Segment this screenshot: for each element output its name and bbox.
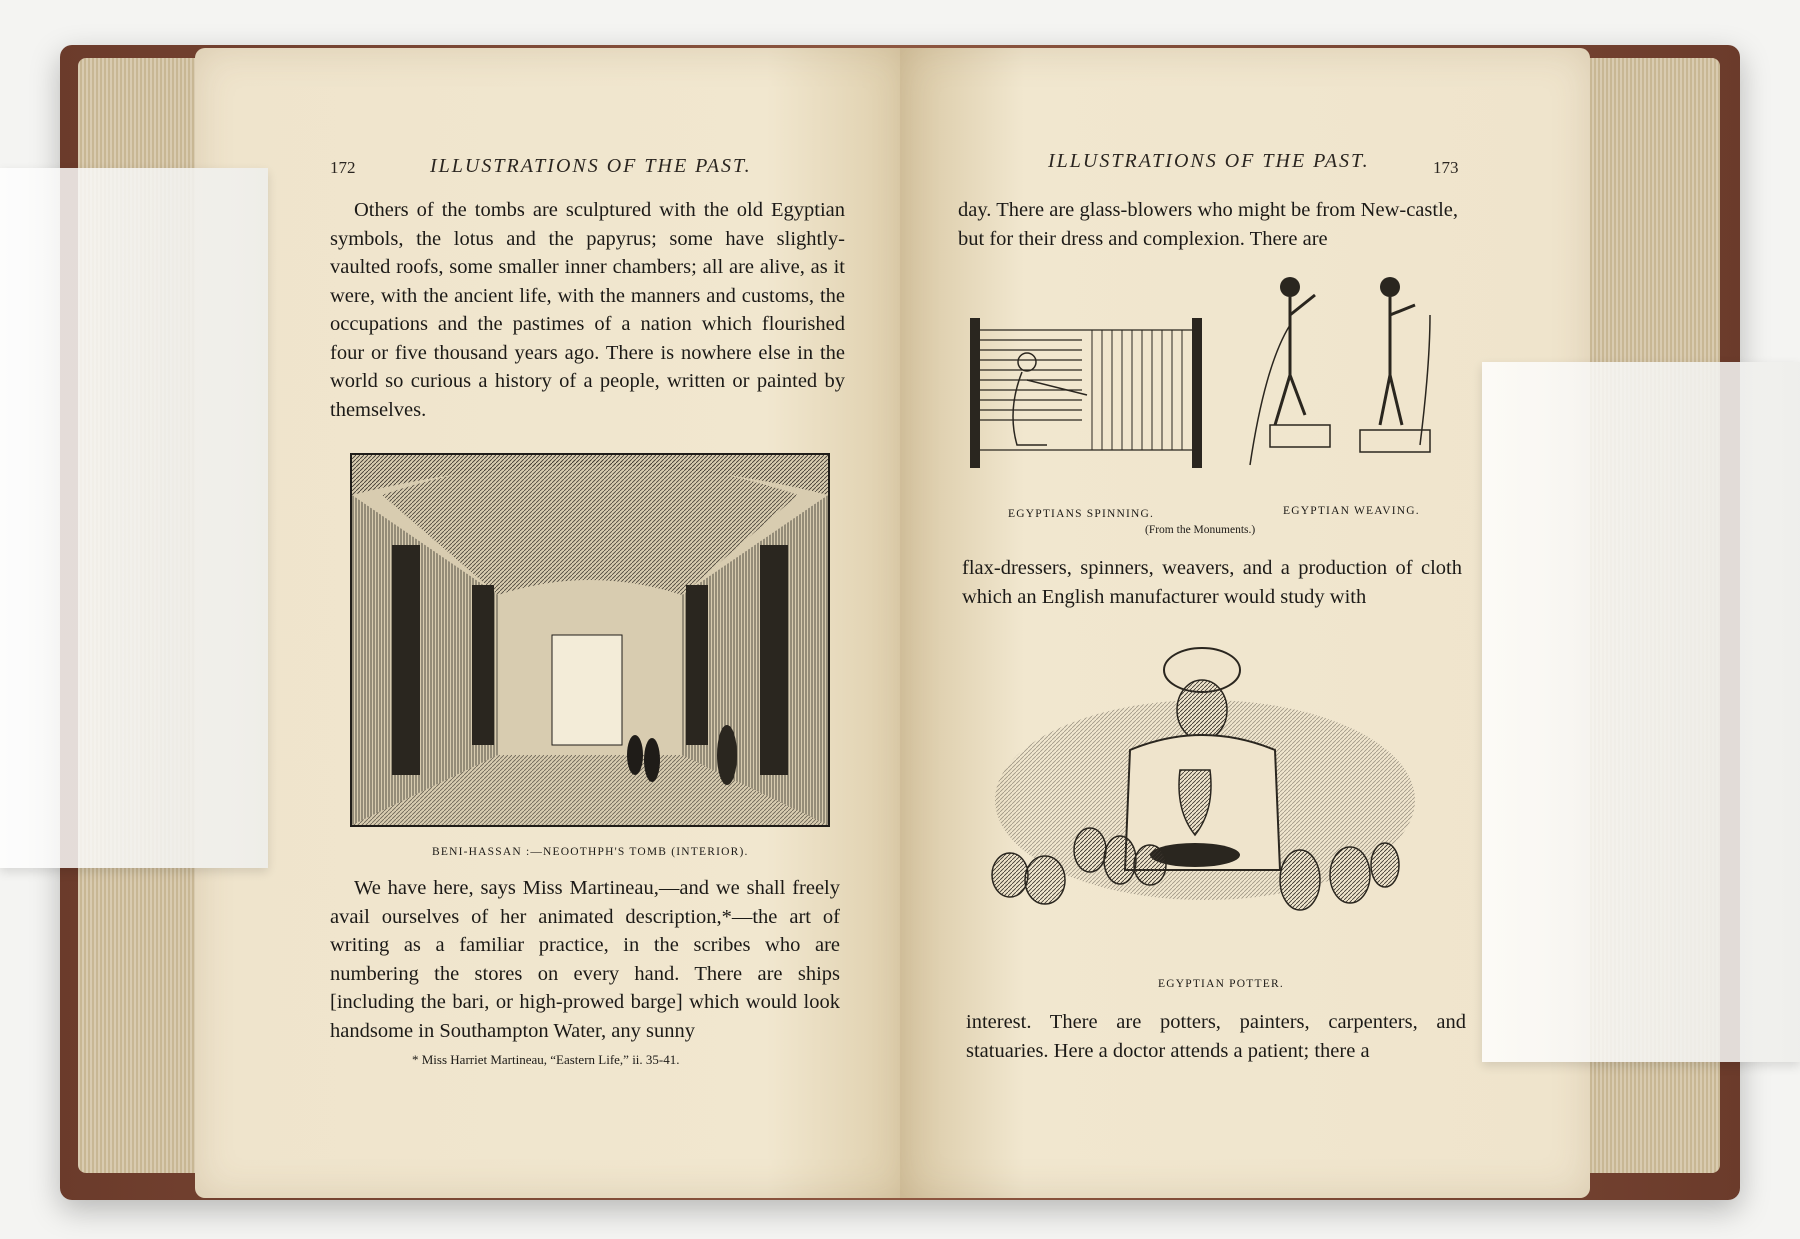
tomb-illustration-caption: BENI-HASSAN :—NEOOTHPH'S TOMB (INTERIOR).	[432, 846, 749, 858]
left-running-head: ILLUSTRATIONS OF THE PAST.	[430, 155, 752, 177]
caption-weaving: EGYPTIAN WEAVING.	[1283, 505, 1420, 517]
right-page-weight	[1482, 362, 1800, 1062]
left-paragraph-2: We have here, says Miss Martineau,—and we shall freely avail ourselves of her animated description,*—the art of writing as a familiar practice, in the scribes who are numbering the stores on every hand. There are ships [including the bari, or high-prowed barge] which would look handsome in Southampton Water, any sunny	[330, 877, 840, 1042]
left-page-number: 172	[330, 158, 356, 177]
spinning-illustration	[962, 300, 1207, 480]
right-paragraph-2: flax-dressers, spinners, weavers, and a production of cloth which an English manufacturer would study with	[962, 557, 1462, 608]
potter-illustration	[980, 640, 1430, 960]
right-running-head: ILLUSTRATIONS OF THE PAST.	[1048, 150, 1370, 172]
right-paragraph-1: day. There are glass-blowers who might be from New-castle, but for their dress and complexion. There are	[958, 199, 1458, 250]
caption-potter: EGYPTIAN POTTER.	[1158, 978, 1284, 990]
caption-spinning: EGYPTIANS SPINNING.	[1008, 508, 1155, 520]
caption-source: (From the Monuments.)	[1145, 524, 1256, 536]
footnote: * Miss Harriet Martineau, “Eastern Life,” ii. 35-41.	[412, 1052, 680, 1067]
left-paragraph-1: Others of the tombs are sculptured with the old Egyptian symbols, the lotus and the papyrus; some have slightly-vaulted roofs, some smaller inner chambers; all are alive, as it were, with the ancient life, with the manners and customs, the occupations and the pastimes of a nation which flourished four or five thousand years ago. There is nowhere else in the world so curious a history of a people, written or painted by themselves.	[330, 199, 845, 421]
left-page-weight	[0, 168, 268, 868]
right-page-number: 173	[1433, 158, 1459, 177]
tomb-interior-illustration	[350, 453, 830, 827]
weaving-illustration	[1230, 265, 1455, 480]
right-paragraph-3: interest. There are potters, painters, carpenters, and statuaries. Here a doctor attends a patient; there a	[966, 1011, 1466, 1062]
